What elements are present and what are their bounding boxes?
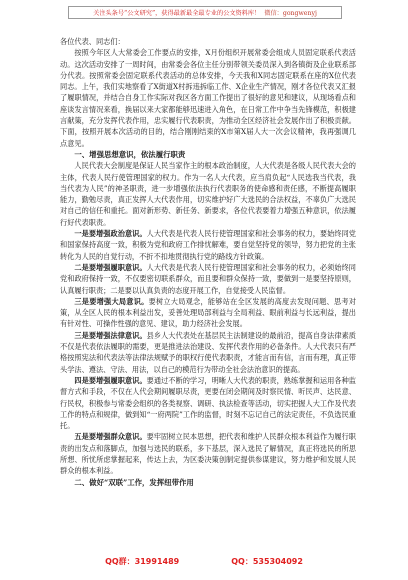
point-6-text: 要牢固树立民本思想，把代表和维护人民群众根本利益作为履行职责的出发点和落脚点，加强与选民的联系，多下基层，深入选民了解情况，真正将选民的所思所想、所忧所虑掌握起来，传达上去，为区委决策创制定提供参谋建议，努力维护和发展人民群众的根本利益。 bbox=[60, 432, 356, 476]
document-page bbox=[60, 36, 356, 544]
promo-banner-text: 关注头条号“公文研究”，获得最新最全最专业的公文资料库！ bbox=[93, 10, 261, 17]
qq-contact: QQ：535304092 bbox=[231, 557, 303, 566]
point-2-lead: 二是要增强履职意识。 bbox=[74, 262, 147, 272]
salutation: 各位代表、同志们： bbox=[60, 37, 125, 46]
point-5-text: 要通过不断的学习，明晰人大代表的职责，熟练掌握和运用各种监督方式和手段，不仅在人代会期间履职尽责，更要在闭会期间及时察民情、听民声、达民意、行民权，积极参与常委会组织的各类视察、调研、执法检查等活动，切实把握人大工作及代表工作的特点和规律，做到知“一府两院”工作的监督，时刻不忘记自己的法定责任，不负选民重托。 bbox=[60, 375, 356, 431]
point-1-text: 人大代表是代表人民行使管理国家和社会事务的权力，要始终同党和国家保持高度一致，积极为党和政府工作排忧解难，要自觉坚持党的领导，努力把党的主张转化为人民的自觉行动，不折不扣地贯彻执行党的路线方针政策。 bbox=[60, 229, 356, 261]
point-5-lead: 四是要增强履职意识。 bbox=[74, 375, 147, 385]
point-3 bbox=[60, 296, 356, 330]
point-6 bbox=[60, 431, 356, 476]
intro-paragraph: 按照今年区人大常委会工作要点的安排，X月份组织开展常委会组成人员固定联系代表活动。这次活动安排了一周时间，由常委会各位主任分别带领关委员深入到各镇街及企业联系部分代表。按照常委会固定联系代表活动的总体安排，今天我和X同志固定联系在座的X位代表同志。上午，我们实地察看了X街道X村拆违拆临工作、X企业生产情况，刚才各位代表又汇报了履职情况，并结合自身工作实际对我区各方面工作提出了很好的意见和建议，从现场看点和座谈发言情况来看，换届以来大家都能够迅速进入角色，在日常工作中争当先锋模范，积极建言献策，充分发挥代表作用，忠实履行代表职责，为推动全区经济社会发展作出了积极贡献。下面，按照开展本次活动的目的，结合刚刚结束的X市第X届人大一次会议精神，我再强调几点意见。 bbox=[60, 48, 356, 148]
section-1-paragraph: 人民代表大会制度是保证人民当家作主的根本政治制度，人大代表是各级人民代表大会的主体，代表人民行使管理国家的权力。作为一名人大代表，应当肩负起“人民选我当代表，我当代表为人民”的神圣职责，进一步增强依法执行代表职务的使命感和责任感，不断提高履职能力，勤勉尽责，真正发挥人大代表作用，切实维护好广大选民的合法权益，不辜负广大选民对自己的信任和重托。面对新形势、新任务、新要求，各位代表要着力增强五种意识，依法履行好代表职责。 bbox=[60, 161, 356, 227]
qq-group-contact: QQ群：31991489 bbox=[105, 557, 180, 566]
promo-banner bbox=[68, 6, 342, 19]
point-2 bbox=[60, 262, 356, 296]
point-4-lead: 三是要增强法律意识。 bbox=[74, 330, 147, 340]
point-3-text: 要树立大局观念，能够站在全区发展的高度去发现问题、思考对策，从全区人民的根本利益出发，妥善处理局部利益与全局利益、眼前利益与长远利益，提出有针对性、可操作性强的意见、建议，助力经济社会发展。 bbox=[60, 296, 356, 329]
point-2-text: 人大代表是代表人民行使管理国家和社会事务的权力，必须始终同党和政府保持一致，不仅要密切联系群众，而且要和群众保持一致，要做到一是要坚持原则，认真履行职责；二是要以认真负责的态度开展工作，自觉接受人民监督。 bbox=[60, 262, 356, 295]
section-2-heading: 二、做好“双联”工作，发挥纽带作用 bbox=[74, 477, 194, 487]
point-4 bbox=[60, 330, 356, 375]
point-1-lead: 一是要增强政治意识。 bbox=[74, 229, 147, 239]
wechat-contact: 微信：gongwenyj bbox=[264, 10, 317, 17]
point-6-lead: 五是要增强群众意识。 bbox=[74, 432, 147, 442]
point-4-text: 县乡人大代表处在基层民主法制建设的最前沿，提高自身法律素质不仅是代表依法履职的需要，更是推进法治建设、发挥代表作用的必备条件。人大代表只有严格按照宪法和代表法等法律法规赋予的职权行使代表职责，才能言而有信，言而有理，真正带头学法、遵法、守法、用法，以自己的模范行为带动全社会法治意识的提高。 bbox=[60, 330, 356, 374]
section-1-heading: 一、增强思想意识，依法履行职责 bbox=[74, 149, 186, 159]
point-5 bbox=[60, 375, 356, 431]
point-3-lead: 三是要增强大局意识。 bbox=[74, 296, 149, 306]
point-1 bbox=[60, 228, 356, 262]
footer-contacts bbox=[0, 556, 408, 567]
